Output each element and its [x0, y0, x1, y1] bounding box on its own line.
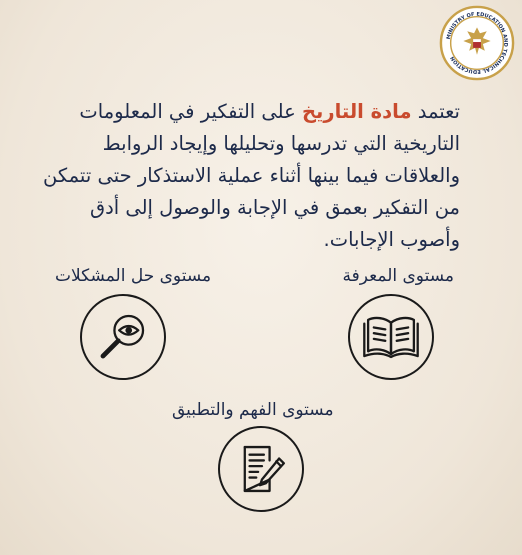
knowledge-level-label: مستوى المعرفة: [342, 266, 454, 286]
magnifier-eye-icon: [80, 294, 166, 380]
open-book-icon: [348, 294, 434, 380]
problem-solving-level-label: مستوى حل المشكلات: [55, 266, 212, 286]
intro-text-before: تعتمد: [411, 100, 460, 123]
intro-text-after: على التفكير في المعلومات التاريخية التي تدرسها وتحليلها وإيجاد الروابط والعلاقات فيما بينها أثناء عملية الاستذكار حتى تتمكن من التفكير بعمق في الإجابة والوصول إلى أدق وأصوب الإجابات.: [43, 100, 460, 251]
application-level-label: مستوى الفهم والتطبيق: [172, 400, 334, 420]
seal-text: MINISTRY OF EDUCATION AND TECHNICAL EDUCATION: [445, 11, 509, 75]
ministry-seal-logo: [438, 4, 516, 82]
intro-paragraph: [30, 96, 460, 256]
document-pen-icon: [218, 426, 304, 512]
subject-highlight: مادة التاريخ: [301, 100, 412, 123]
